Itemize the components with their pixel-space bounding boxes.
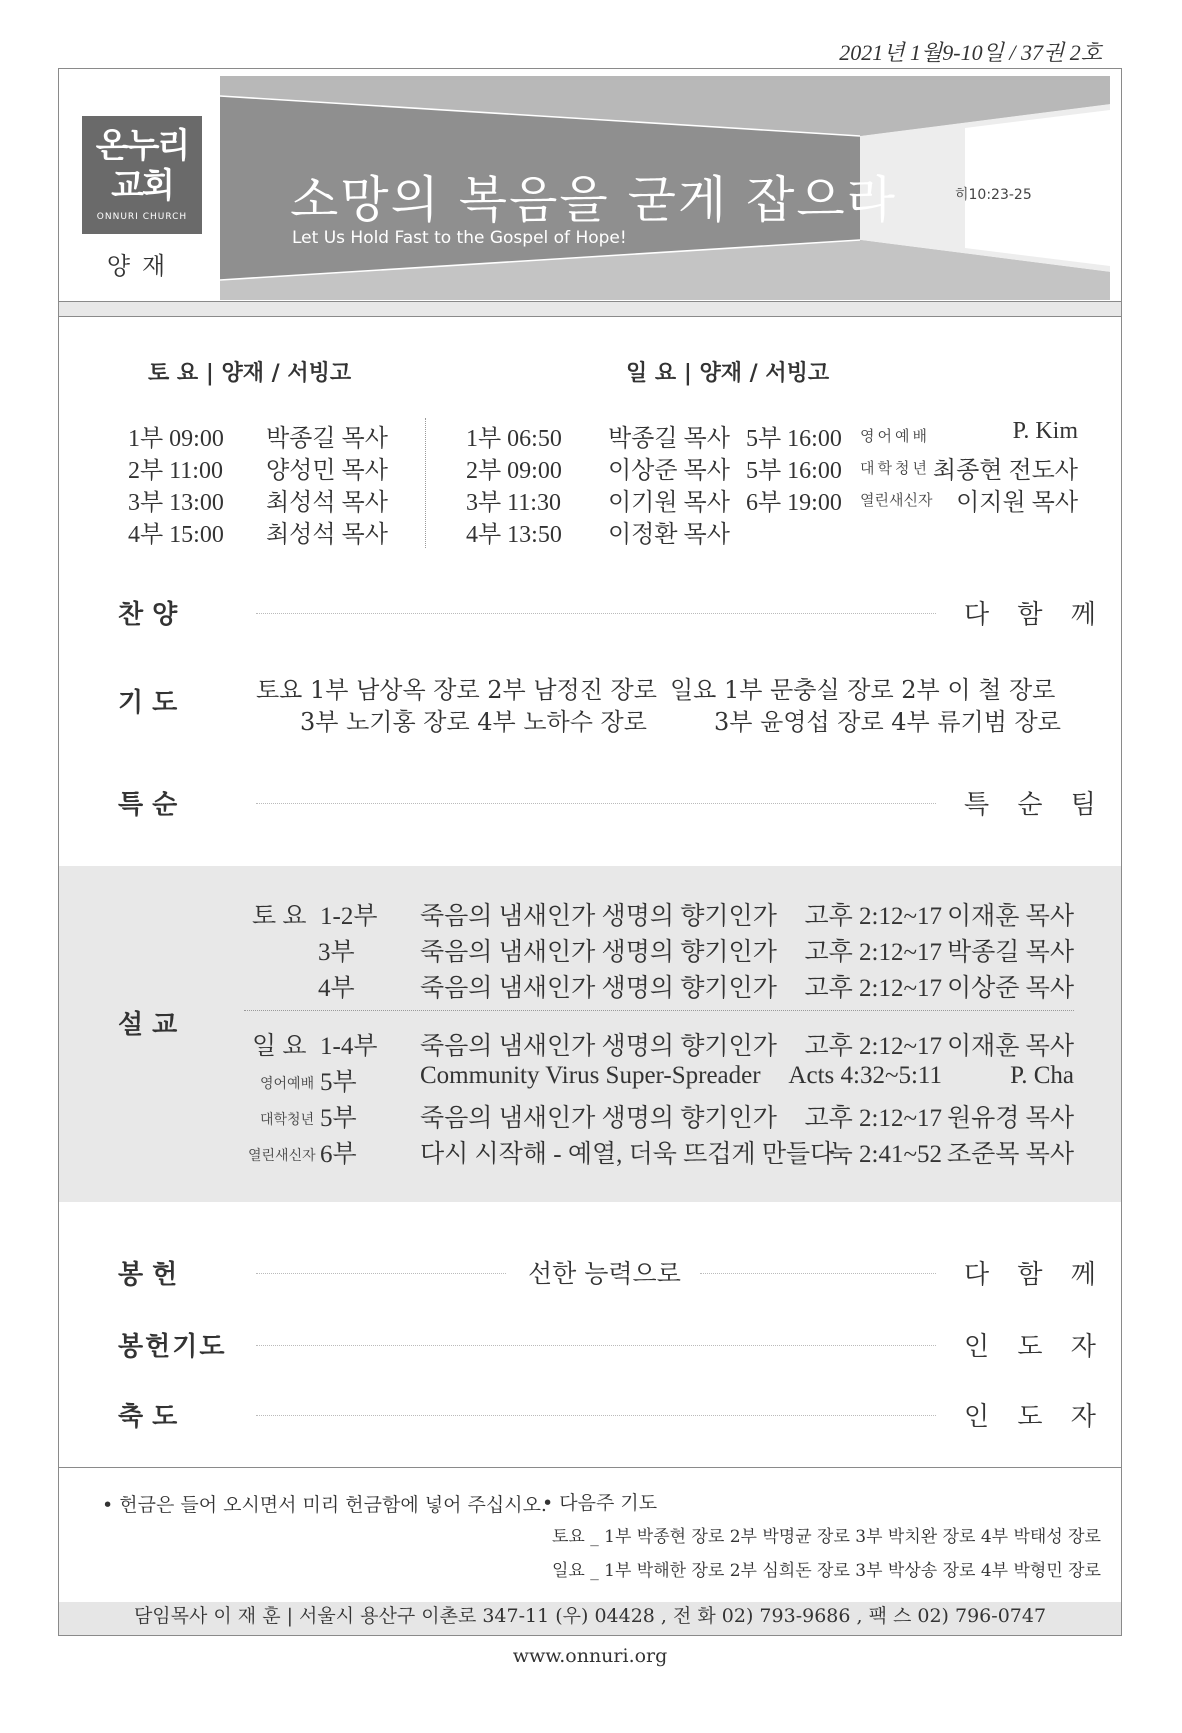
prayer-label: 기 도	[118, 688, 178, 718]
sermon-title-1: 죽음의 냄새인가 생명의 향기인가	[420, 903, 777, 930]
offering-prayer-value: 인 도 자	[964, 1332, 1106, 1362]
sermon-sub-5: 영어예배	[260, 1076, 315, 1092]
special-value: 특 순 팀	[964, 790, 1106, 820]
sermon-part-7: 6부	[320, 1141, 357, 1168]
offering-prayer-label: 봉헌기도	[118, 1332, 227, 1362]
sermon-pastor-5: P. Cha	[1010, 1062, 1074, 1089]
header-divider-2	[58, 316, 1122, 317]
prayer-sun-2: 3부 윤영섭 장로 4부 류기범 장로	[714, 708, 1061, 736]
sermon-sat-day: 토 요	[252, 903, 307, 930]
sermon-title-2: 죽음의 냄새인가 생명의 향기인가	[420, 939, 777, 966]
sun-time-3: 3부 11:30	[466, 490, 561, 516]
sermon-ref-5: Acts 4:32~5:11	[788, 1062, 942, 1089]
sermon-part-6: 5부	[320, 1105, 357, 1132]
sat-time-3: 3부 13:00	[128, 490, 224, 516]
sermon-ref-3: 고후 2:12~17	[804, 975, 942, 1002]
benediction-label: 축 도	[118, 1402, 178, 1432]
sat-time-4: 4부 15:00	[128, 522, 224, 548]
saturday-heading: 토 요 | 양재 / 서빙고	[148, 360, 352, 386]
offering-dots-left	[256, 1273, 506, 1274]
offering-note: • 헌금은 들어 오시면서 미리 헌금함에 넣어 주십시오.	[102, 1494, 547, 1516]
sermon-sub-7: 열린새신자	[248, 1148, 316, 1164]
sermon-title-3: 죽음의 냄새인가 생명의 향기인가	[420, 975, 777, 1002]
sun-pastor-4: 이정환 목사	[608, 522, 730, 548]
footer-info: 담임목사 이 재 훈 | 서울시 용산구 이촌로 347-11 (우) 04428 , 전 화 02) 793-9686 , 팩 스 02) 796-0747 www.onnuri.org	[133, 1605, 1047, 1667]
sat-pastor-3: 최성석 목사	[266, 490, 388, 516]
benediction-value: 인 도 자	[964, 1402, 1106, 1432]
logo-line1: 온누리	[95, 126, 189, 166]
next-week-sat: 토요 _ 1부 박종현 장로 2부 박명균 장로 3부 박치완 장로 4부 박태성 장로	[552, 1527, 1101, 1547]
sermon-ref-2: 고후 2:12~17	[804, 939, 942, 966]
sermon-pastor-1: 이재훈 목사	[946, 903, 1074, 930]
offering-hymn: 선한 능력으로	[528, 1259, 681, 1288]
schedule-separator	[425, 418, 426, 548]
sermon-part-2: 3부	[318, 939, 355, 966]
praise-label: 찬 양	[118, 600, 178, 630]
sermon-part-1: 1-2부	[320, 903, 378, 930]
sunday-heading: 일 요 | 양재 / 서빙고	[626, 360, 830, 386]
sun-extra-time-1: 5부 16:00	[746, 426, 842, 452]
church-logo	[82, 116, 202, 234]
sat-pastor-2: 양성민 목사	[266, 458, 388, 484]
sun-extra-kind-2: 대학청년	[860, 459, 930, 477]
special-leader-dots	[256, 803, 936, 804]
sun-pastor-2: 이상준 목사	[608, 458, 730, 484]
offering-label: 봉 헌	[118, 1260, 178, 1290]
sun-extra-kind-1: 영어예배	[860, 427, 930, 445]
sun-extra-pastor-3: 이지원 목사	[956, 490, 1078, 516]
notes-divider	[58, 1467, 1122, 1468]
sun-pastor-3: 이기원 목사	[608, 490, 730, 516]
sermon-title-7: 다시 시작해 - 예열, 더욱 뜨겁게 만들다	[420, 1141, 835, 1168]
sermon-title-6: 죽음의 냄새인가 생명의 향기인가	[420, 1105, 777, 1132]
issue-date: 2021년 1월9-10일 / 37권 2호	[839, 40, 1102, 65]
sun-extra-pastor-1: P. Kim	[1012, 418, 1078, 444]
sun-pastor-1: 박종길 목사	[608, 426, 730, 452]
sun-extra-pastor-2: 최종현 전도사	[932, 458, 1078, 484]
sun-extra-kind-3: 열린새신자	[860, 491, 933, 509]
sun-time-2: 2부 09:00	[466, 458, 562, 484]
banner-title: 소망의 복음을 굳게 잡으라	[290, 171, 897, 229]
sermon-ref-1: 고후 2:12~17	[804, 903, 942, 930]
special-label: 특 순	[118, 790, 178, 820]
sermon-pastor-6: 원유경 목사	[946, 1105, 1074, 1132]
sermon-pastor-3: 이상준 목사	[946, 975, 1074, 1002]
offering-prayer-dots	[256, 1345, 936, 1346]
sat-time-1: 1부 09:00	[128, 426, 224, 452]
campus-name: 양재	[106, 252, 178, 280]
sermon-sub-6: 대학청년	[260, 1112, 315, 1128]
sun-time-4: 4부 13:50	[466, 522, 562, 548]
sermon-ref-4: 고후 2:12~17	[804, 1033, 942, 1060]
offering-value: 다 함 께	[964, 1260, 1106, 1290]
next-week-title: • 다음주 기도	[542, 1492, 658, 1514]
sun-extra-time-3: 6부 19:00	[746, 490, 842, 516]
offering-dots-right	[700, 1273, 936, 1274]
sermon-part-5: 5부	[320, 1069, 357, 1096]
logo-sub: ONNURI CHURCH	[96, 212, 188, 222]
sermon-pastor-4: 이재훈 목사	[946, 1033, 1074, 1060]
prayer-sat-1: 토요 1부 남상옥 장로 2부 남정진 장로	[256, 676, 657, 704]
sat-time-2: 2부 11:00	[128, 458, 223, 484]
benediction-dots	[256, 1415, 936, 1416]
header-band	[59, 302, 1121, 316]
banner-subtitle: Let Us Hold Fast to the Gospel of Hope!	[292, 228, 627, 248]
banner-reference: 히10:23-25	[955, 187, 1032, 203]
sermon-pastor-2: 박종길 목사	[946, 939, 1074, 966]
praise-leader-dots	[256, 613, 936, 614]
sermon-pastor-7: 조준목 목사	[946, 1141, 1074, 1168]
sermon-ref-7: 눅 2:41~52	[828, 1141, 942, 1168]
sermon-title-4: 죽음의 냄새인가 생명의 향기인가	[420, 1033, 777, 1060]
sun-time-1: 1부 06:50	[466, 426, 562, 452]
sat-pastor-4: 최성석 목사	[266, 522, 388, 548]
sun-extra-time-2: 5부 16:00	[746, 458, 842, 484]
prayer-sat-2: 3부 노기홍 장로 4부 노하수 장로	[300, 708, 647, 736]
sermon-separator	[244, 1010, 1074, 1011]
sermon-title-5: Community Virus Super-Spreader	[420, 1062, 761, 1089]
sermon-part-4: 1-4부	[320, 1033, 378, 1060]
praise-value: 다 함 께	[964, 600, 1106, 630]
sermon-part-3: 4부	[318, 975, 355, 1002]
sermon-ref-6: 고후 2:12~17	[804, 1105, 942, 1132]
sermon-sun-day: 일 요	[252, 1033, 307, 1060]
logo-line2: 교회	[111, 166, 173, 206]
sermon-label: 설 교	[118, 1010, 178, 1040]
next-week-sun: 일요 _ 1부 박해한 장로 2부 심희돈 장로 3부 박상송 장로 4부 박형민 장로	[552, 1561, 1101, 1581]
sat-pastor-1: 박종길 목사	[266, 426, 388, 452]
prayer-sun-1: 일요 1부 문충실 장로 2부 이 철 장로	[670, 676, 1056, 704]
